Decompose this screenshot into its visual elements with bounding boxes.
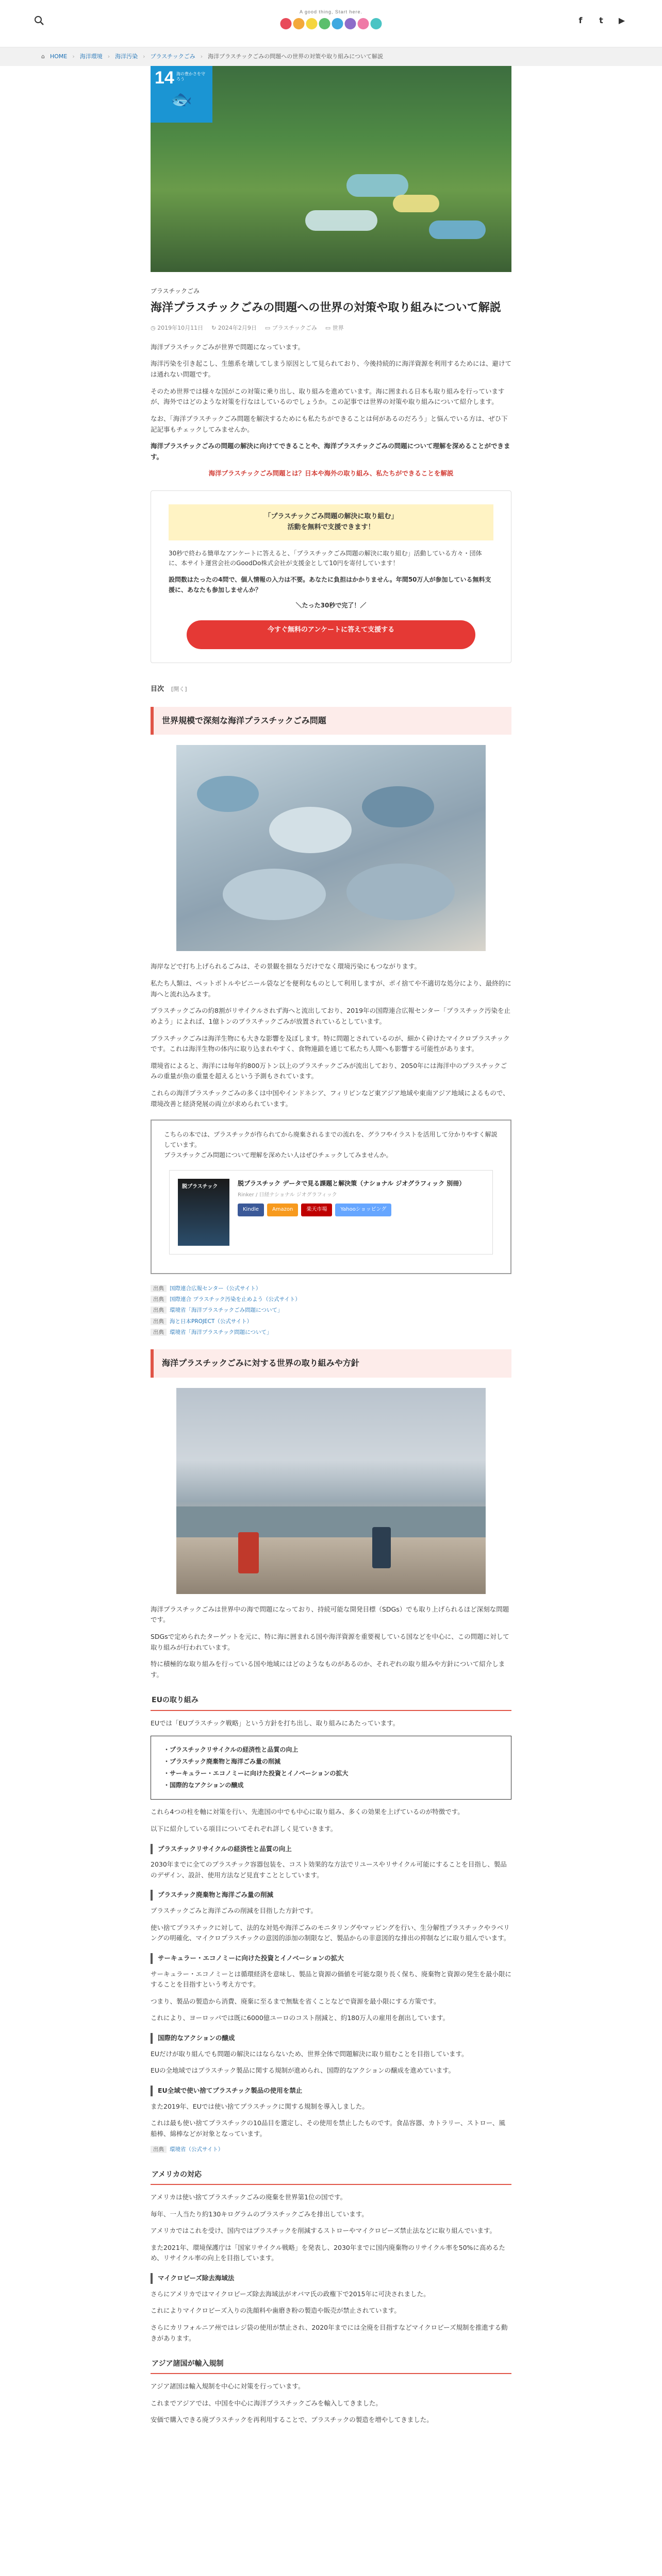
home-icon: ⌂ <box>41 53 45 60</box>
topic-heading: EU全域で使い捨てプラスチック製品の使用を禁止 <box>151 2086 511 2096</box>
folder-icon: ▭ <box>264 324 272 331</box>
subsection-heading: アジア諸国が輸入規制 <box>151 2355 511 2374</box>
cta-headline: 「プラスチックごみ問題の解決に取り組む」 活動を無料で支援できます！ <box>169 504 493 540</box>
tag-world[interactable]: ▭ 世界 <box>325 324 344 331</box>
intro: 海洋プラスチックごみが世界で問題になっています。 海洋汚染を引き起こし、生態系を壊してしまう原因として見られており、今後持続的に海洋資源を利用するためには、避けては通れない問題です。 そのため世界では様々な国がこの対策に乗り出し、取り組みを進めています。海に囲まれる日本も取り組みを行っていますが、海外ではどのような対策を行なはしているのでしょうか。この記事では世界の対策や取り組みについて紹介します。 なお、「海洋プラスチックごみ問題を解決するためにも私たちができることは何があるのだろう」と悩んでいる方は、ぜひ下記記事もチェックしてみませんか。 海洋プラスチックごみの問題の解決に向けてできることや、海洋プラスチックごみの問題について理解を深めることができます。 海洋プラスチックごみ問題とは？日本や海外の取り組み、私たちができることを解説 <box>151 343 512 478</box>
beach-pollution-photo <box>176 1388 486 1594</box>
breadcrumb-marine-env[interactable]: 海洋環境 <box>79 53 103 60</box>
subsection-heading: EUの取り組み <box>151 1691 511 1710</box>
book-card: 脱プラスチック 脱プラスチック データで見る課題と解決策（ナショナル ジオグラフィック 別冊） Rinker / 日経ナショナル ジオグラフィック Kindle Amazon 楽天市場 Yahooショッピング <box>169 1170 493 1255</box>
refresh-icon: ↻ <box>211 324 218 331</box>
toc-toggle[interactable]: [開く] <box>171 685 187 692</box>
search-icon[interactable] <box>34 15 45 27</box>
breadcrumb: ⌂ HOME › 海洋環境 › 海洋汚染 › プラスチックごみ › 海洋プラスチックごみの問題への世界の対策や取り組みについて解説 <box>0 47 662 66</box>
book-recommendation: こちらの本では、プラスチックが作られてから廃棄されるまでの流れを、グラフやイラストを活用して分かりやすく解説しています。 プラスチックごみ問題について理解を深めたい人はぜひチェックしてみませんか。 脱プラスチック 脱プラスチック データで見る課題と解決策（ナショナル ジオグラフィック 別冊） Rinker / 日経ナショナル ジオグラフィック Kindle Amazon 楽天市場 Yahooショッピング <box>151 1120 511 1274</box>
topic-heading: サーキュラー・エコノミーに向けた投資とイノベーションの拡大 <box>151 1953 511 1964</box>
kindle-button[interactable]: Kindle <box>238 1204 264 1216</box>
section-heading: 世界規模で深刻な海洋プラスチックごみ問題 <box>151 707 511 735</box>
eu-strategy-list: ・プラスチックリサイクルの経済性と品質の向上 ・プラスチック廃棄物と海洋ごみ量の削減 ・サーキュラー・エコノミーに向けた投資とイノベーションの拡大 ・国際的なアクションの醸成 <box>151 1736 511 1800</box>
section-2-body: 海洋プラスチックごみは世界中の海で問題になっており、持続可能な開発目標（SDGs）でも取り上げられるほど深刻な問題です。 SDGsで定められたターゲットを元に、特に海に囲まれる国や海洋資源を重要視している国などを中心に、この問題に対して取り組みが行われています。 特に積極的な取り組みを行っている国や地域にはどのようなものがあるのか、それぞれの取り組みや方針について紹介します。 <box>151 1605 509 1679</box>
table-of-contents: 目次 [開く] <box>151 685 187 693</box>
rakuten-button[interactable]: 楽天市場 <box>301 1204 332 1216</box>
yahoo-button[interactable]: Yahooショッピング <box>335 1204 391 1216</box>
article: 14 海の豊かさを守ろう 🐟 プラスチックごみ 海洋プラスチックごみの問題への世界の対策や取り組みについて解説 ◷ 2019年10月11日 ↻ 2024年2月9日 ▭ プラスチックごみ ▭ 世界 海洋プラスチックごみが世界で問題になっています。 海洋汚染を引き起こし、生態系を壊してしまう原因として見られており、今後持続的に海洋資源を利用するためには、避けては通れない問題です。 そのため世界では様々な国がこの対策に乗り出し、取り組みを進めています。海に囲まれる日本も取り組みを行っていますが、海外ではどのような対策を行なはしているのでしょうか。この記事では世界の対策や取り組みについて紹介します。 なお、「海洋プラスチックごみ問題を解決するためにも私たちができることは何があるのだろう」と悩んでいる方は、ぜひ下記記事もチェックしてみませんか。 海洋プラスチックごみの問題の解決に向けてできることや、海洋プラスチックごみの問題について理解を深めることができます。 海洋プラスチックごみ問題とは？日本や海外の取り組み、私たちができることを解説 「プラスチックごみ問題の解決に取り組む」 活動を無料で支援できます！ 30秒で終わる簡単なアンケートに答えると、「プラスチックごみ問題の解決に取り組む」活動している方々・団体に、本サイト運営会社のGoodDo株式会社が支援金として10円を寄付しています！ 設問数はたったの4問で、個人情報の入力は不要。あなたに負担はかかりません。年間50万人が参加している無料支援に、あなたも参加しませんか？ ＼たった30秒で完了！／ 今すぐ無料のアンケートに答えて支援する 目次 [開く] 世界規模で深刻な海洋プラスチックごみ問題 海岸などで打ち上げられるごみは、その景観を損なうだけでなく環境汚染にもつながります。 私たち人類は、ペットボトルやビニール袋などを便利なものとして利用しますが、ポイ捨てや不適切な処分により、最終的に海へと流れ込みます。 プラスチックごみの約8割がリサイクルされず海へと流出しており、2019年の国際連合広報センター「プラスチック汚染を止めよう」によれば、1億トンのプラスチックごみが放置されているとしています。 プラスチックごみは海洋生物にも大きな影響を及ぼします。特に問題とされているのが、細かく砕けたマイクロプラスチックです。これは海洋生物の体内に取り込まれやすく、食物連鎖を通じて私たち人間へも影響する可能性があります。 環境省によると、海洋には毎年約800万トン以上のプラスチックごみが流出しており、2050年には海洋中のプラスチックごみの重量が魚の重量を超えるという予測もされています。 これらの海洋プラスチックごみの多くは中国やインドネシア、フィリピンなど東アジア地域や東南アジア地域によるもので、環境改善と経済発展の両立が求められています。 こちらの本では、プラスチックが作られてから廃棄されるまでの流れを、グラフやイラストを活用して分かりやすく解説しています。 プラスチックごみ問題について理解を深めたい人はぜひチェックしてみませんか。 脱プラスチック 脱プラスチック データで見る課題と解決策（ナショナル ジオグラフィック 別冊） Rinker / 日経ナショナル ジオグラフィック Kindle Amazon 楽天市場 Yahooショッピング 出典 国際連合広報センター（公式サイト） 出典 国際連合 プラスチック汚染を止めよう（公式サイト） 出典 環境省「海洋プラスチックごみ問題について」 出典 海と日本PROJECT（公式サイト） 出典 環境省「海洋プラスチック問題について」 海洋プラスチックごみに対する世界の取り組みや方針 海洋プラスチックごみは世界中の海で問題になっており、持続可能な開発目標（SDGs）でも取り上げられるほど深刻な問題です。 SDGsで定められたターゲットを元に、特に海に囲まれる国や海洋資源を重要視している国などを中心に、この問題に対して取り組みが行われています。 特に積極的な取り組みを行っている国や地域にはどのようなものがあるのか、それぞれの取り組みや方針について紹介します。 EUの取り組み EUでは「EUプラスチック戦略」という方針を打ち出し、取り組みにあたっています。 ・プラスチックリサイクルの経済性と品質の向上 ・プラスチック廃棄物と海洋ごみ量の削減 ・サーキュラー・エコノミーに向けた投資とイノベーションの拡大 ・国際的なアクションの醸成 これら4つの柱を軸に対策を行い、先進国の中でも中心に取り組み、多くの効果を上げているのが特徴です。 以下に紹介している項目についてそれぞれ詳しく見ていきます。 プラスチックリサイクルの経済性と品質の向上 2030年までに全てのプラスチック容器包装を、コスト効果的な方法でリユースやリサイクル可能にすることを目指し、製品のデザイン、設計、使用方法など見直すこととしています。 プラスチック廃棄物と海洋ごみ量の削減 プラスチックごみと海洋ごみの削減を目指した方針です。 使い捨てプラスチックに対して、法的な対処や海洋ごみのモニタリングやマッピングを行い、生分解性プラスチックやラベリングの明確化、マイクロプラスチックの意図的添加の制限など、製品からの非意図的な排出の抑制などに取り組んでいます。 サーキュラー・エコノミーに向けた投資とイノベーションの拡大 サーキュラー・エコノミーとは循環経済を意味し、製品と資源の価値を可能な限り長く保ち、廃棄物と資源の発生を最小限にすることを目指すという考え方です。 つまり、製品の製造から消費、廃棄に至るまで無駄を省くことなどで資源を最小限にする方策です。 これにより、ヨーロッパでは既に6000億ユーロのコスト削減と、約180万人の雇用を創出しています。 国際的なアクションの醸成 EUだけが取り組んでも問題の解決にはならないため、世界全体で問題解決に取り組むことを目指しています。 EUの全地域ではプラスチック製品に関する規制が進められ、国際的なアクションの醸成を進めています。 EU全域で使い捨てプラスチック製品の使用を禁止 また2019年、EUでは使い捨てプラスチックに関する規制を導入しました。 これは最も使い捨てプラスチックの10品目を選定し、その使用を禁止したものです。食品容器、カトラリー、ストロー、風船棒、綿棒などが対象となっています。 出典 環境省（公式サイト） アメリカの対応 アメリカは使い捨てプラスチックごみの廃棄を世界第1位の国です。 毎年、一人当たり約130キログラムのプラスチックごみを排出しています。 アメリカではこれを受け、国内ではプラスチックを削減するストローやマイクロビーズ禁止法などに取り組んでいます。 また2021年、環境保護庁は「国家リサイクル戦略」を発表し、2030年までに国内廃棄物のリサイクル率を50%に高めるため、リサイクル率の向上を目指しています。 マイクロビーズ除去海域法 さらにアメリカではマイクロビーズ除去海域法がオバマ氏の政権下で2015年に可決されました。 これによりマイクロビーズ入りの洗顔料や歯磨き粉の製造や販売が禁止されています。 さらにカリフォルニア州ではレジ袋の使用が禁止され、2020年までには全廃を目指すなどマイクロビーズ規制を推進する動きがあります。 アジア諸国が輸入規制 アジア諸国は輸入規制を中心に対策を行っています。 これまでアジアでは、中国を中心に海洋プラスチックごみを輸入してきました。 安価で購入できる廃プラスチックを再利用することで、プラスチックの製造を増やしてきました。 <box>151 66 511 2426</box>
breadcrumb-home[interactable]: HOME <box>49 53 68 60</box>
site-tagline: A good thing, Start here. <box>299 9 363 14</box>
logo-dots <box>280 18 382 29</box>
section-heading: 海洋プラスチックごみに対する世界の取り組みや方針 <box>151 1349 511 1377</box>
sources-list: 出典 国際連合広報センター（公式サイト） 出典 国際連合 プラスチック汚染を止めよう（公式サイト） 出典 環境省「海洋プラスチックごみ問題について」 出典 海と日本PROJECT（公式サイト） 出典 環境省「海洋プラスチック問題について」 <box>151 1284 511 1337</box>
site-logo[interactable] <box>280 8 382 29</box>
book-cover[interactable]: 脱プラスチック <box>178 1179 229 1246</box>
page-title: 海洋プラスチックごみの問題への世界の対策や取り組みについて解説 <box>151 301 501 314</box>
breadcrumb-plastic[interactable]: プラスチックごみ <box>150 53 195 60</box>
topic-heading: プラスチックリサイクルの経済性と品質の向上 <box>151 1844 511 1855</box>
topic-heading: 国際的なアクションの醸成 <box>151 2033 511 2044</box>
facebook-icon[interactable]: f <box>578 15 583 25</box>
related-article-link[interactable]: 海洋プラスチックごみ問題とは？日本や海外の取り組み、私たちができることを解説 <box>208 469 454 478</box>
topic-heading: マイクロビーズ除去海域法 <box>151 2273 511 2284</box>
fish-icon: 🐟 <box>170 89 193 110</box>
article-category[interactable]: プラスチックごみ <box>151 287 200 295</box>
amazon-button[interactable]: Amazon <box>267 1204 298 1216</box>
breadcrumb-marine-pollution[interactable]: 海洋汚染 <box>115 53 138 60</box>
site-header <box>0 0 662 47</box>
sdg-14-badge: 14 海の豊かさを守ろう 🐟 <box>151 66 212 123</box>
subsection-heading: アメリカの対応 <box>151 2166 511 2185</box>
section-1-body: 海岸などで打ち上げられるごみは、その景観を損なうだけでなく環境汚染にもつながります。 私たち人類は、ペットボトルやビニール袋などを便利なものとして利用しますが、ポイ捨てや不適切な処分により、最終的に海へと流れ込みます。 プラスチックごみの約8割がリサイクルされず海へと流出しており、2019年の国際連合広報センター「プラスチック汚染を止めよう」によれば、1億トンのプラスチックごみが放置されているとしています。 プラスチックごみは海洋生物にも大きな影響を及ぼします。特に問題とされているのが、細かく砕けたマイクロプラスチックです。これは海洋生物の体内に取り込まれやすく、食物連鎖を通じて私たち人間へも影響する可能性があります。 環境省によると、海洋には毎年約800万トン以上のプラスチックごみが流出しており、2050年には海洋中のプラスチックごみの重量が魚の重量を超えるという予測もされています。 これらの海洋プラスチックごみの多くは中国やインドネシア、フィリピンなど東アジア地域や東南アジア地域によるもので、環境改善と経済発展の両立が求められています。 <box>151 962 511 1108</box>
folder-icon: ▭ <box>325 324 333 331</box>
published-date: ◷ 2019年10月11日 <box>151 324 204 331</box>
breadcrumb-current: 海洋プラスチックごみの問題への世界の対策や取り組みについて解説 <box>208 53 384 60</box>
topic-heading: プラスチック廃棄物と海洋ごみ量の削減 <box>151 1890 511 1901</box>
article-meta <box>151 324 511 333</box>
survey-button[interactable]: 今すぐ無料のアンケートに答えて支援する <box>187 620 475 649</box>
social-links <box>574 14 628 27</box>
book-title[interactable]: 脱プラスチック データで見る課題と解決策（ナショナル ジオグラフィック 別冊） <box>238 1179 466 1187</box>
plastic-bottles-photo <box>176 745 486 951</box>
hero-image <box>151 66 511 272</box>
youtube-icon[interactable]: ▶ <box>618 15 625 25</box>
updated-date: ↻ 2024年2月9日 <box>211 324 257 331</box>
twitter-icon[interactable]: t <box>599 15 603 25</box>
clock-icon: ◷ <box>151 324 158 331</box>
tag-plastic[interactable]: ▭ プラスチックごみ <box>264 324 317 331</box>
survey-cta: 「プラスチックごみ問題の解決に取り組む」 活動を無料で支援できます！ 30秒で終わる簡単なアンケートに答えると、「プラスチックごみ問題の解決に取り組む」活動している方々・団体に、本サイト運営会社のGoodDo株式会社が支援金として10円を寄付しています！ 設問数はたったの4問で、個人情報の入力は不要。あなたに負担はかかりません。年間50万人が参加している無料支援に、あなたも参加しませんか？ ＼たった30秒で完了！／ 今すぐ無料のアンケートに答えて支援する <box>151 490 511 663</box>
